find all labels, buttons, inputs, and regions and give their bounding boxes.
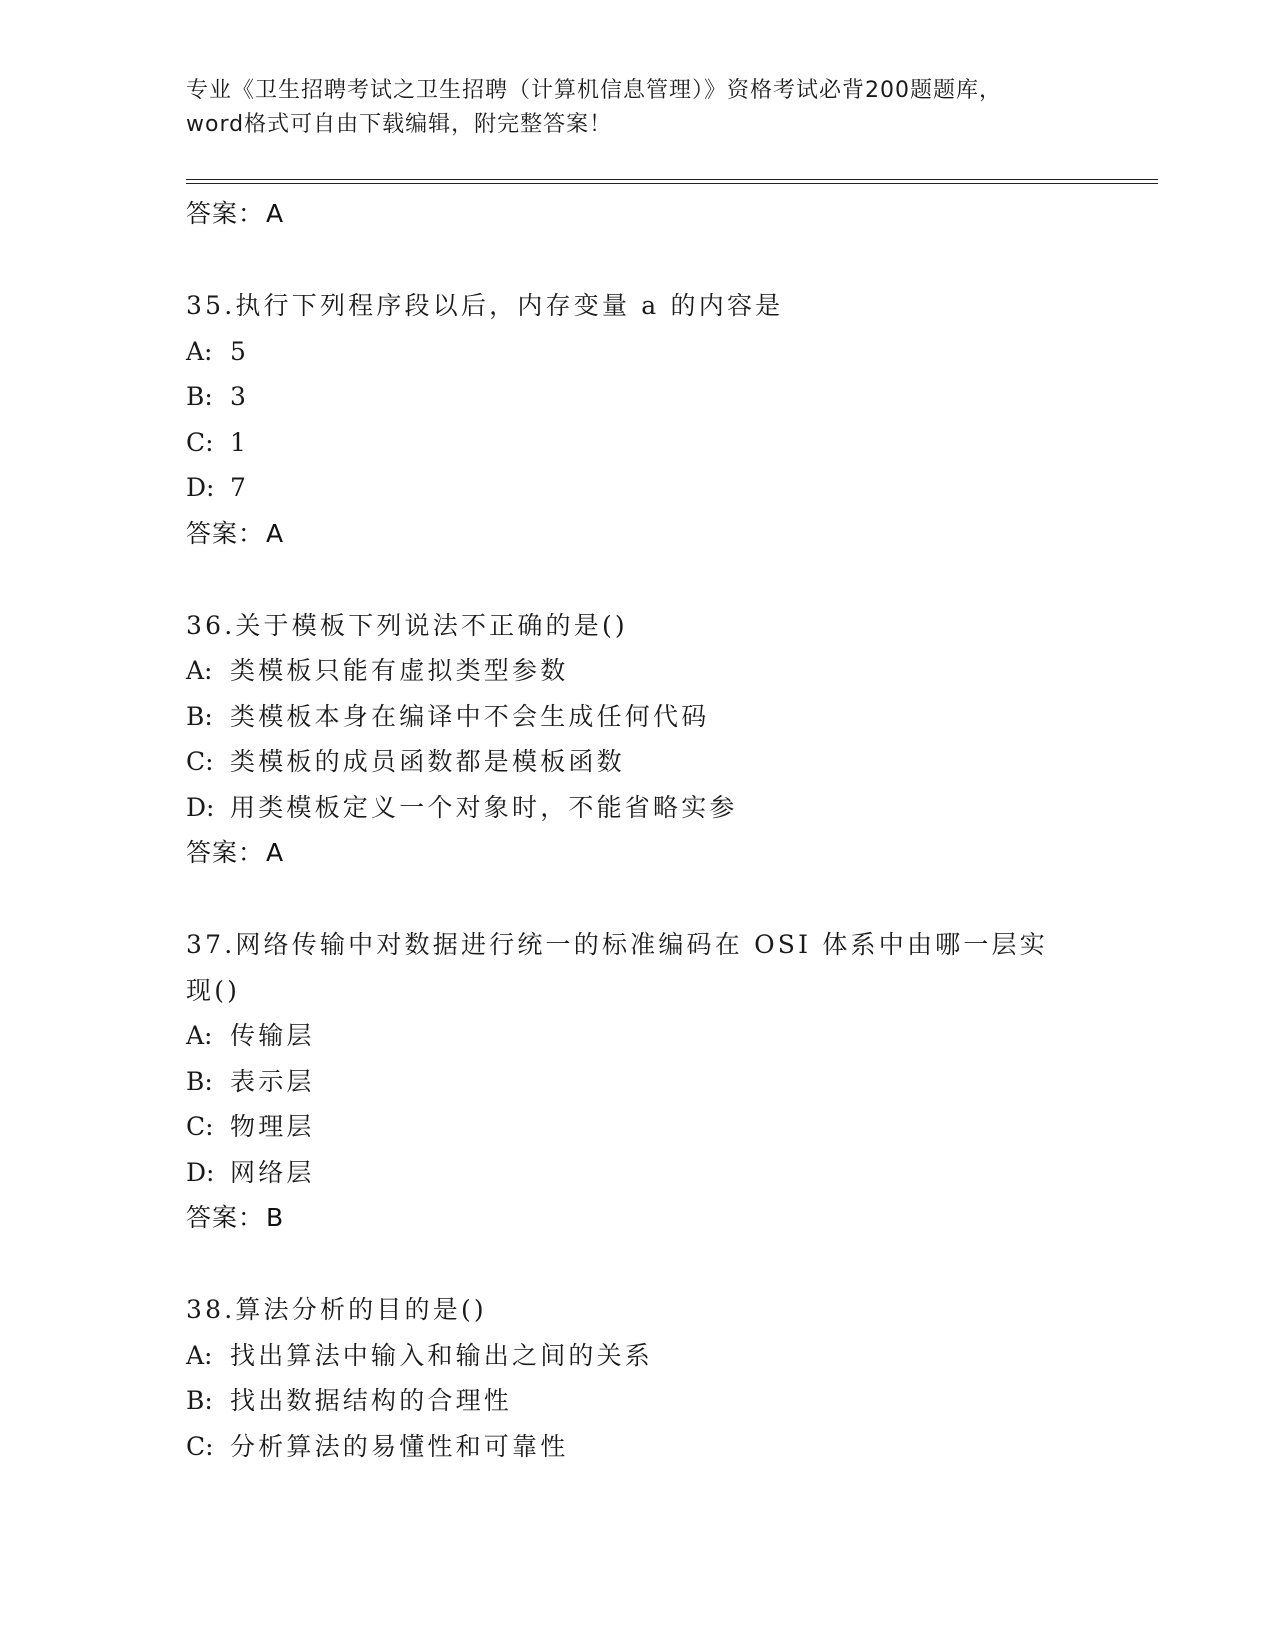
- option-text: 3: [230, 382, 250, 411]
- question-36: [186, 603, 1158, 877]
- answer-label: 答案：: [186, 1203, 265, 1232]
- document-header: [186, 74, 1086, 142]
- answer-label: 答案：: [186, 518, 265, 548]
- option-text: 找出数据结构的合理性: [230, 1386, 513, 1415]
- answer-value: A: [266, 838, 285, 867]
- option-key: C:: [186, 1431, 214, 1461]
- option-key: C:: [186, 1112, 214, 1141]
- option-text: 5: [230, 336, 250, 366]
- question-35: [186, 283, 1158, 557]
- option-key: B:: [186, 1066, 213, 1096]
- question-stem: 38.算法分析的目的是(): [186, 1295, 487, 1324]
- answer-line-previous: [186, 191, 1158, 237]
- option-d: [186, 1150, 1158, 1196]
- option-a: [186, 1333, 1158, 1379]
- option-b: [186, 694, 1158, 740]
- option-text: 7: [230, 473, 250, 502]
- answer-line: [186, 830, 1158, 876]
- option-text: 分析算法的易懂性和可靠性: [230, 1431, 569, 1461]
- question-stem: 37.网络传输中对数据进行统一的标准编码在 OSI 体系中由哪一层实现(): [186, 930, 1048, 1005]
- option-key: A:: [186, 1021, 213, 1050]
- option-b: [186, 1378, 1158, 1424]
- option-b: [186, 374, 1158, 420]
- option-key: A:: [186, 1340, 213, 1370]
- option-key: A:: [186, 336, 213, 366]
- question-38: [186, 1287, 1158, 1469]
- option-text: 1: [230, 427, 250, 457]
- option-key: D:: [186, 1157, 215, 1187]
- option-c: [186, 420, 1158, 466]
- option-key: D:: [186, 792, 215, 822]
- answer-label: 答案：: [186, 838, 265, 867]
- header-divider: [186, 179, 1158, 184]
- option-c: [186, 1104, 1158, 1150]
- option-c: [186, 1424, 1158, 1470]
- option-text: 物理层: [230, 1112, 315, 1141]
- option-a: [186, 1013, 1158, 1059]
- answer-value: A: [266, 518, 285, 548]
- header-title-line2: word格式可自由下载编辑，附完整答案！: [186, 112, 613, 137]
- option-key: B:: [186, 701, 213, 731]
- option-text: 网络层: [230, 1157, 315, 1187]
- option-key: B:: [186, 382, 213, 411]
- option-a: [186, 648, 1158, 694]
- option-key: B:: [186, 1386, 213, 1415]
- question-list: [186, 191, 1158, 1469]
- question-37: [186, 922, 1158, 1241]
- answer-value: A: [266, 199, 285, 228]
- option-d: [186, 465, 1158, 511]
- option-c: [186, 739, 1158, 785]
- answer-label: 答案：: [186, 199, 265, 228]
- option-text: 用类模板定义一个对象时，不能省略实参: [230, 792, 738, 822]
- document-page: [186, 0, 1158, 1650]
- option-b: [186, 1059, 1158, 1105]
- answer-value: B: [266, 1203, 285, 1232]
- option-d: [186, 785, 1158, 831]
- option-key: A:: [186, 656, 213, 685]
- option-text: 传输层: [230, 1021, 315, 1050]
- option-key: C:: [186, 427, 214, 457]
- header-title-line1: 专业《卫生招聘考试之卫生招聘（计算机信息管理）》资格考试必背200题题库，: [186, 78, 1002, 103]
- option-text: 找出算法中输入和输出之间的关系: [230, 1340, 654, 1370]
- answer-line: [186, 511, 1158, 557]
- option-text: 类模板只能有虚拟类型参数: [230, 656, 569, 685]
- answer-line: [186, 1195, 1158, 1241]
- option-a: [186, 329, 1158, 375]
- option-text: 类模板本身在编译中不会生成任何代码: [230, 701, 710, 731]
- option-key: D:: [186, 473, 215, 502]
- question-stem: 36.关于模板下列说法不正确的是(): [186, 610, 628, 640]
- option-text: 表示层: [230, 1066, 315, 1096]
- option-key: C:: [186, 747, 214, 776]
- option-text: 类模板的成员函数都是模板函数: [230, 747, 625, 776]
- question-stem: 35.执行下列程序段以后，内存变量 a 的内容是: [186, 291, 784, 320]
